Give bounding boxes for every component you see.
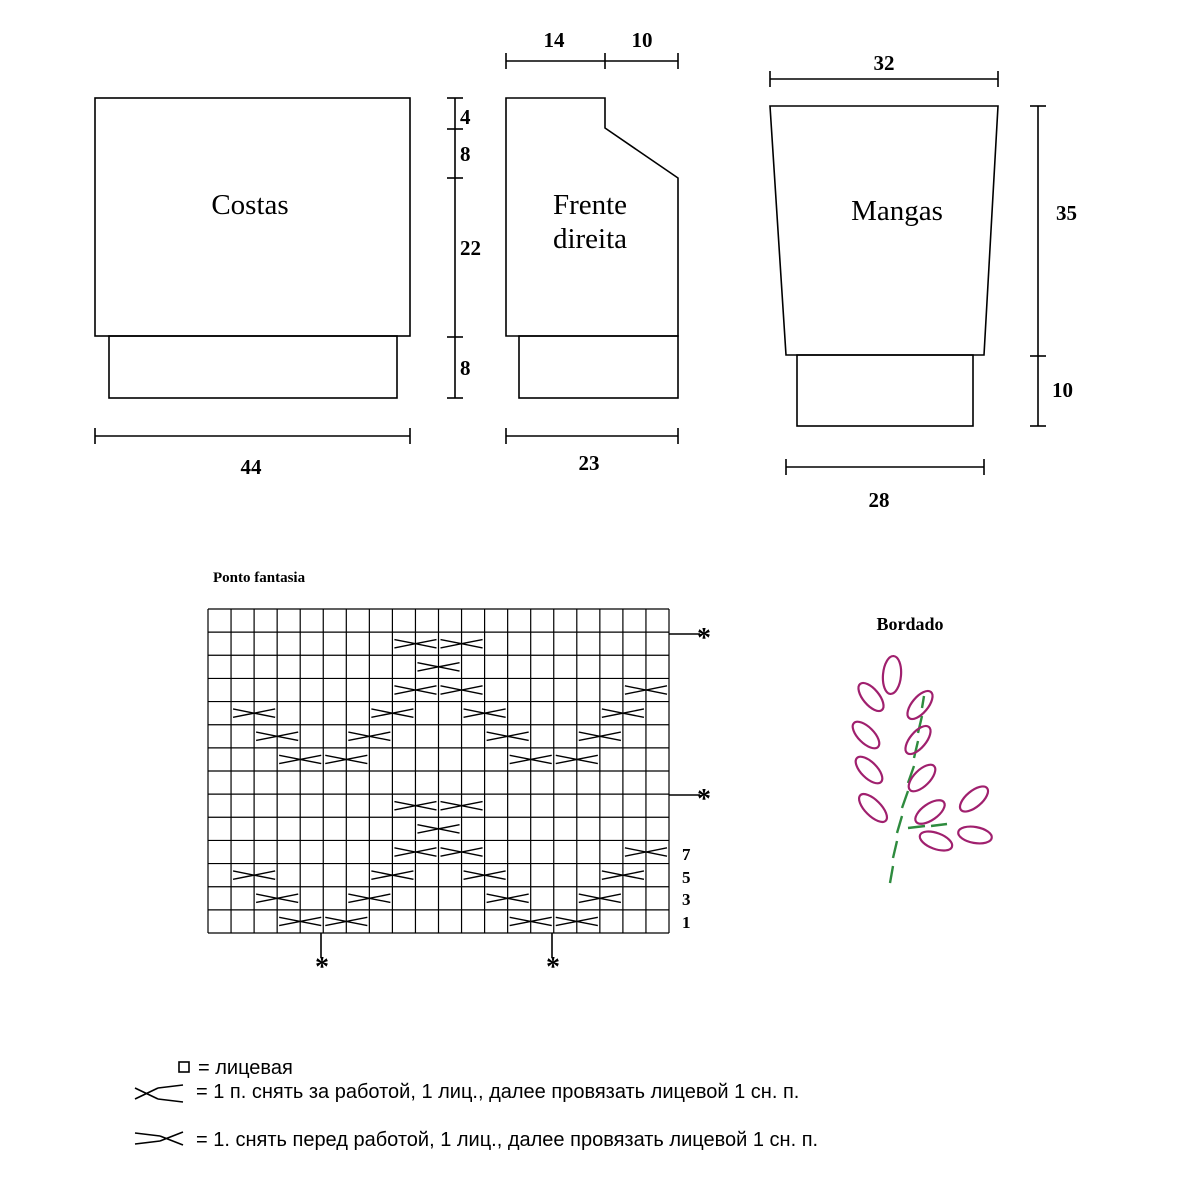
leaf-stitch	[903, 687, 937, 723]
back-piece	[95, 98, 481, 479]
stem-stitch	[931, 824, 947, 826]
row-number-7: 7	[682, 845, 691, 864]
leaf-stitch	[855, 790, 892, 827]
leaf-stitch	[851, 752, 886, 787]
stem-stitch	[922, 696, 924, 708]
row-number-5: 5	[682, 868, 691, 887]
leaf-stitch	[848, 717, 883, 752]
sleeve-body-outline	[770, 106, 998, 355]
front-piece	[506, 28, 678, 475]
back-height-label-2: 8	[460, 142, 471, 166]
chart-grid	[208, 609, 669, 933]
leaf-stitch	[901, 722, 935, 758]
front-rib-outline	[519, 336, 678, 398]
back-height-label-4: 8	[460, 356, 471, 380]
leaf-stitch	[957, 824, 993, 846]
stem-stitch	[908, 826, 925, 828]
sleeve-height-label-2: 10	[1052, 378, 1073, 402]
repeat-marker-left: *	[315, 952, 329, 983]
stem-stitch	[890, 866, 893, 883]
stem-stitch	[918, 716, 922, 733]
legend	[135, 1057, 818, 1151]
sleeve-label: Mangas	[851, 195, 943, 227]
leaf-stitch	[917, 828, 954, 855]
front-top-width-2: 10	[631, 28, 653, 52]
repeat-marker-middle: *	[697, 784, 711, 815]
back-width-label: 44	[240, 455, 262, 479]
front-top-width-1: 14	[543, 28, 565, 52]
chart-title: Ponto fantasia	[213, 570, 306, 586]
chart-crosses	[233, 640, 667, 926]
stem-stitch	[914, 741, 918, 758]
embroidery-motif	[848, 655, 993, 883]
sleeve-height-label-1: 35	[1056, 201, 1077, 225]
legend-cross-left-icon	[135, 1085, 183, 1102]
legend-item-knit: = лицевая	[198, 1057, 293, 1079]
stem-stitch	[902, 791, 908, 808]
stem-stitch	[897, 816, 902, 833]
row-number-1: 1	[682, 913, 691, 932]
back-height-label-1: 4	[460, 105, 471, 129]
leaf-stitch	[881, 655, 902, 694]
legend-item-cross-front: = 1. снять перед работой, 1 лиц., далее провязать лицевой 1 сн. п.	[196, 1129, 819, 1151]
legend-knit-square-icon	[179, 1062, 189, 1072]
legend-item-cross-back: = 1 п. снять за работой, 1 лиц., далее провязать лицевой 1 сн. п.	[196, 1081, 800, 1103]
row-numbers	[682, 845, 691, 932]
stem-stitch	[893, 841, 897, 858]
repeat-marker-right: *	[546, 952, 560, 983]
sleeve-rib-outline	[797, 355, 973, 426]
embroidery-title: Bordado	[876, 614, 944, 634]
sleeve-bottom-width-label: 28	[868, 488, 890, 512]
back-rib-outline	[109, 336, 397, 398]
back-label: Costas	[211, 189, 289, 221]
repeat-marker-top: *	[697, 623, 711, 654]
leaf-stitch	[956, 782, 992, 816]
sleeve-piece	[770, 51, 1077, 512]
front-label-line1: Frente	[552, 189, 628, 221]
sleeve-top-width-label: 32	[873, 51, 895, 75]
front-width-label: 23	[578, 451, 600, 475]
embroidery-leaves	[848, 655, 993, 854]
legend-cross-right-icon	[135, 1132, 183, 1145]
repeat-markers	[315, 623, 711, 983]
front-label-line2: direita	[552, 223, 628, 255]
row-number-3: 3	[682, 890, 691, 909]
back-height-label-3: 22	[460, 236, 481, 260]
